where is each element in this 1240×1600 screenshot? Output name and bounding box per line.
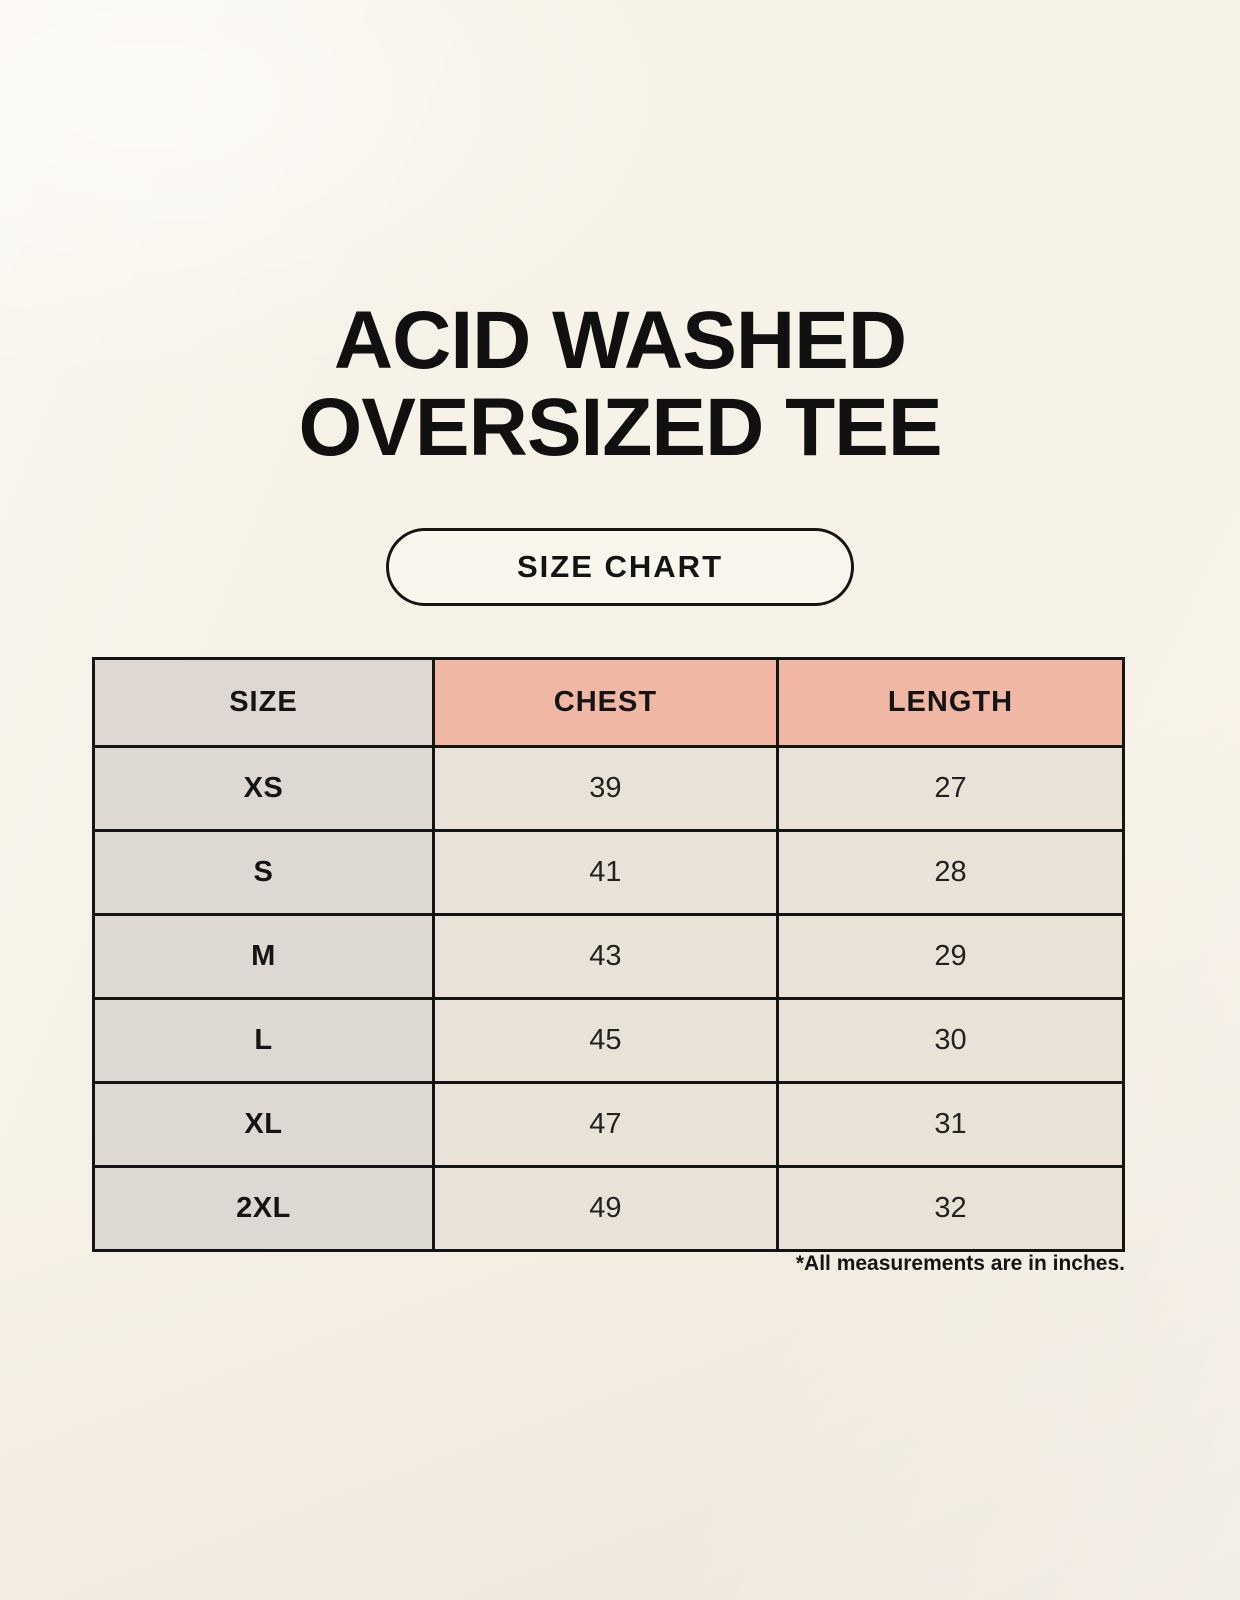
table-row: [94, 1083, 1124, 1167]
column-header-size: SIZE: [94, 659, 434, 747]
table-row: [94, 915, 1124, 999]
column-header-length: LENGTH: [777, 659, 1123, 747]
chest-value: 45: [433, 999, 777, 1083]
size-chart-table: [92, 657, 1125, 1252]
length-value: 29: [777, 915, 1123, 999]
page-title-line2: OVERSIZED TEE: [298, 381, 942, 473]
table-row: [94, 747, 1124, 831]
length-value: 27: [777, 747, 1123, 831]
length-value: 31: [777, 1083, 1123, 1167]
size-label: M: [94, 915, 434, 999]
page-title: [0, 0, 1240, 472]
size-chart-table-wrap: [92, 657, 1125, 1252]
table-row: [94, 831, 1124, 915]
column-header-chest: CHEST: [433, 659, 777, 747]
table-row: [94, 1167, 1124, 1251]
chest-value: 47: [433, 1083, 777, 1167]
chest-value: 39: [433, 747, 777, 831]
page-title-line1: ACID WASHED: [333, 295, 907, 386]
size-label: L: [94, 999, 434, 1083]
length-value: 28: [777, 831, 1123, 915]
chest-value: 43: [433, 915, 777, 999]
size-label: XL: [94, 1083, 434, 1167]
chest-value: 41: [433, 831, 777, 915]
header-row: [94, 659, 1124, 747]
measurements-footnote: *All measurements are in inches.: [795, 1252, 1125, 1275]
size-label: S: [94, 831, 434, 915]
size-chart-button[interactable]: SIZE CHART: [386, 528, 854, 606]
table-row: [94, 999, 1124, 1083]
length-value: 32: [777, 1167, 1123, 1251]
length-value: 30: [777, 999, 1123, 1083]
chest-value: 49: [433, 1167, 777, 1251]
size-label: XS: [94, 747, 434, 831]
size-label: 2XL: [94, 1167, 434, 1251]
